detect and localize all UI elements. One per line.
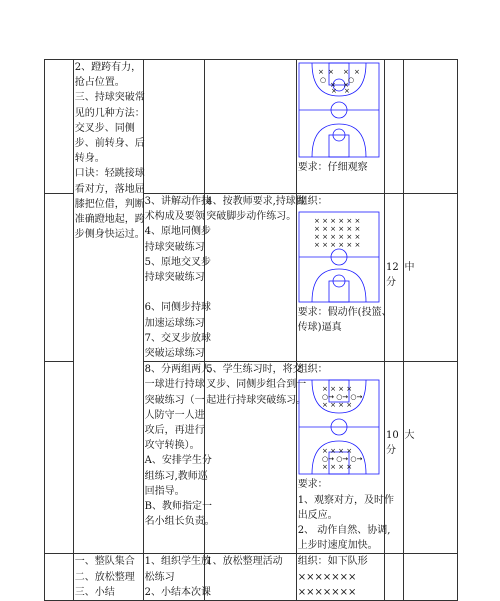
content-line: 转身。 (74, 153, 105, 165)
svg-text:○: ○ (347, 76, 354, 84)
organization-requirement: 要求： (297, 479, 328, 491)
organization-requirement: 2、 动作自然、协调, (297, 525, 391, 537)
intensity-cell (403, 194, 457, 362)
svg-text:○→ ○→ ○→: ○→ ○→ ○→ (321, 393, 363, 402)
student-cell (205, 60, 296, 194)
organization-line: 组织：如下队形 (297, 556, 368, 568)
teacher-line: 7、交叉步放球 (144, 332, 211, 344)
student-line: 4、按教师要求,持球做 (206, 196, 306, 207)
teacher-line (145, 285, 204, 300)
organization-label: 组织： (297, 196, 328, 207)
content-line: 一、整队集合 (74, 556, 135, 568)
organization-line: ××××××× (297, 586, 357, 598)
student-cell (205, 194, 306, 362)
content-line: 三、小结 (74, 586, 115, 598)
svg-text:×: × (342, 81, 349, 89)
svg-text:× × × ×: × × × × (321, 401, 352, 410)
student-cell (205, 554, 296, 601)
svg-text:×: × (330, 87, 337, 95)
svg-text:○→ ○→ ○→: ○→ ○→ ○→ (321, 455, 363, 464)
section-cell (45, 60, 74, 194)
organization-line: ××××××× (297, 571, 357, 583)
teacher-line: 回指导。 (144, 485, 185, 497)
time-value: 12 (386, 262, 399, 273)
teacher-line: 8、分两组两人 (144, 364, 211, 376)
time-unit: 分 (386, 445, 397, 457)
time-value: 10 (386, 430, 399, 442)
svg-text:×: × (329, 81, 336, 89)
lesson-plan-table (44, 59, 458, 601)
student-line: 5、学生练习时，将交 (206, 364, 303, 376)
section-cell (45, 194, 74, 362)
basketball-court-diagram (298, 211, 380, 303)
svg-text:× × × ×: × × × × (321, 463, 352, 472)
svg-text:× × × × × ×: × × × × × × (313, 217, 361, 226)
content-line: 看对方，落地屈 (74, 183, 145, 195)
teacher-line: 突破练习（一 (144, 394, 205, 406)
organization-requirement: 传球)逼真 (297, 322, 342, 334)
table-row (45, 554, 458, 601)
student-cell (205, 362, 307, 554)
content-line: 交叉步、同侧 (74, 122, 135, 134)
organization-label: 组织： (297, 364, 328, 376)
svg-text:×: × (343, 87, 350, 95)
time-cell (385, 554, 403, 601)
teacher-line: A、安排学生分 (144, 455, 212, 467)
teacher-cell (143, 194, 211, 362)
intensity-cell (403, 362, 457, 554)
teacher-line: 4、原地同侧步 (144, 226, 211, 238)
teacher-cell (143, 60, 205, 194)
teacher-line: 加速运球练习 (144, 317, 205, 329)
table-row (45, 60, 458, 194)
organization-requirement: 要求：假动作(投篮、 (297, 307, 392, 319)
teacher-line: 攻后，再进行 (144, 425, 205, 437)
teacher-line: 名小组长负责。 (144, 516, 215, 528)
teacher-line: 术构成及要领 (144, 211, 205, 223)
content-line: 口诀：轻跳接球 (74, 168, 145, 180)
svg-text:× × × × × ×: × × × × × × (313, 233, 361, 242)
teacher-line: 人防守一人进 (144, 409, 205, 421)
svg-text:○: ○ (319, 76, 326, 84)
content-line: 步侧身快运过。 (74, 229, 145, 241)
content-line: 准确蹬地起，跨 (74, 214, 145, 226)
court-mark: × (317, 68, 324, 76)
intensity-cell (403, 554, 457, 601)
time-cell (385, 194, 403, 362)
organization-cell (296, 60, 384, 194)
content-cell (73, 60, 143, 554)
organization-requirement: 上步时速度加快。 (297, 540, 378, 552)
student-line: 叉步、同侧步组合到一 (206, 379, 307, 391)
svg-text:×: × (327, 68, 334, 76)
svg-text:× × × × × ×: × × × × × × (313, 225, 361, 234)
basketball-court-diagram (298, 379, 380, 475)
section-cell (45, 362, 74, 554)
teacher-line: 6、同侧步持球 (144, 302, 211, 314)
teacher-line: 突破运球练习 (144, 348, 205, 360)
teacher-line: 组练习,教师巡 (144, 470, 208, 482)
intensity-value: 中 (404, 262, 415, 273)
svg-text:× × × ×: × × × × (321, 385, 352, 394)
teacher-line: 一球进行持球 (144, 379, 205, 391)
section-cell (45, 554, 74, 601)
student-line: 起进行持球突破练习。 (206, 394, 307, 406)
content-line: 见的几种方法： (74, 107, 145, 119)
teacher-line: 2、小结本次课 (144, 586, 211, 598)
content-cell (73, 554, 143, 601)
svg-text:×: × (342, 68, 349, 76)
student-line: 突破脚步动作练习。 (206, 211, 297, 223)
intensity-cell (403, 60, 457, 194)
content-line: 三、持球突破常 (74, 92, 145, 104)
svg-text:×: × (353, 68, 360, 76)
teacher-line: 5、原地交叉步 (144, 256, 211, 268)
content-line: 膝把位借，判断 (74, 198, 145, 210)
teacher-line: 1、组织学生放 (144, 556, 211, 568)
content-line: 二、放松整理 (74, 571, 135, 583)
teacher-line: 持球突破练习 (144, 272, 205, 284)
organization-requirement: 1、观察对方，及时作 (297, 494, 395, 506)
content-line: 抢占位置。 (74, 77, 125, 89)
teacher-line: B、教师指定一 (144, 501, 212, 513)
teacher-cell (143, 554, 211, 601)
organization-cell (296, 554, 384, 601)
basketball-court-diagram (298, 62, 380, 158)
svg-text:× × × ×: × × × × (321, 447, 352, 456)
teacher-line: 松练习 (144, 571, 175, 583)
student-line: 1、放松整理活动 (206, 556, 283, 568)
teacher-line: 3、讲解动作技 (144, 196, 211, 207)
teacher-cell (143, 362, 215, 554)
organization-cell (296, 194, 392, 362)
intensity-value: 大 (404, 430, 415, 442)
content-line: 2、蹬跨有力， (74, 62, 142, 73)
time-unit: 分 (386, 277, 397, 289)
organization-requirement: 要求：仔细观察 (297, 162, 368, 173)
organization-requirement: 出反应。 (297, 509, 338, 521)
time-cell (385, 60, 403, 194)
teacher-line: 攻守转换）。 (144, 440, 200, 452)
svg-text:× × × × × ×: × × × × × × (313, 241, 361, 250)
content-line: 步、前转身、后 (74, 138, 145, 150)
teacher-line: 持球突破练习 (144, 241, 205, 253)
